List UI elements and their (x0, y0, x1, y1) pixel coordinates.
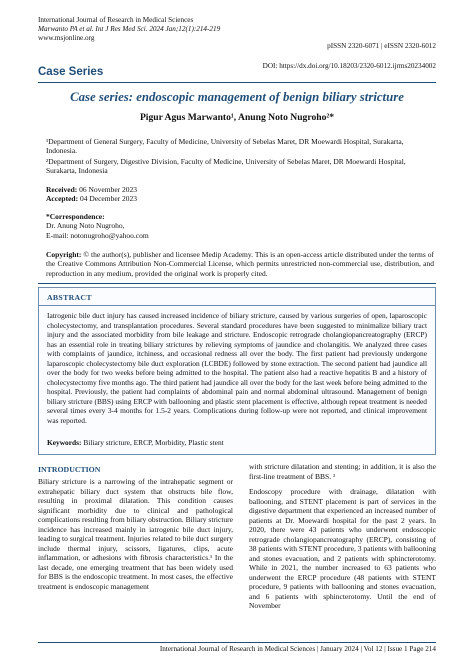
header-divider (38, 82, 436, 83)
authors: Pigur Agus Marwanto¹, Anung Noto Nugroho²* (139, 112, 335, 123)
left-column-text: Biliary stricture is a narrowing of the intrahepatic segment or extrahepatic biliary duct system that obstructs bile flow, resulting in proximal dilatation. This condition causes significant morbidity due to clinical and pathological complications resulting from biliary obstruction. Biliary stricture incidence has increased mainly in iatrogenic bile duct injury, leading to surgical treatment. Injuries related to bile duct surgery include thermal injury, scissors, ligatures, clips, acute inflammation, or adhesions with fibrosis characteristics.¹ In the last decade, one emerging treatment that has been widely used for BBS is the endoscopic treatment. In most cases, the effective treatment is endoscopic management (38, 477, 233, 591)
copyright-label: Copyright: (46, 250, 82, 259)
right-column (249, 462, 436, 617)
footer-divider (38, 642, 436, 643)
page-footer: International Journal of Research in Medical Sciences | January 2024 | Vol 12 | Issue 1 Page 214 (159, 645, 436, 653)
abstract-heading: ABSTRACT (47, 293, 92, 302)
affiliation-2: ²Department of Surgery, Digestive Division, Faculty of Medicine, University of Sebelas Maret, DR Moewardi Hospital, Surakarta, Indonesia (46, 156, 406, 175)
journal-header (38, 16, 220, 43)
introduction-heading: INTRODUCTION (38, 465, 101, 474)
keywords (47, 438, 224, 447)
abstract-text: Iatrogenic bile duct injury has caused increased incidence of biliary stricture, caused by various surgeries of open, laparoscopic cholecystectomy, and transplantation procedures. Several standard procedures have been suggested to minimalize biliary tract injury and the associated morbidity from bile leakage and stricture. Endoscopic retrograde cholangiopancreatography (ERCP) has an essential role in treating biliary strictures by relieving symptoms of jaundice and cholangitis. We analyzed three cases with complaints of jaundice, itchiness, and occasional redness all over the body. The first patient had previously undergone laparoscopic cholecystectomy bile duct exploration (LCBDE) followed by stone extraction. The second patient had jaundice all over the body for two weeks before being admitted to the hospital. The patient also had a reactive hepatitis B and a history of cholecystectomy five months ago. The third patient had jaundice all over the body for the last week before being admitted to the hospital. Previously, the patient had complaints of abdominal pain and normal abdominal ultrasound. Management of benign biliary stricture (BBS) using ERCP with ballooning and plastic stent placement is effective, although repeat treatment is needed several times every 3-4 months for 1.5-2 years. Complications during follow-up were not reported, and clinical improvement was reported. (47, 311, 427, 425)
received-label: Received: (46, 185, 78, 194)
doi-link[interactable]: DOI: https://dx.doi.org/10.18203/2320-6012.ijrms20234002 (262, 62, 436, 70)
correspondence-name: Dr. Anung Noto Nugroho, (46, 221, 125, 231)
copyright (46, 250, 434, 278)
section-label: Case Series (38, 66, 104, 78)
right-paragraph-1: with stricture dilatation and stenting; in addition, it is also the first-line treatment of BBS. ² (249, 462, 436, 481)
keywords-text: Biliary stricture, ERCP, Morbidity, Plastic stent (83, 438, 224, 447)
accepted-date: 04 December 2023 (79, 194, 138, 204)
website-link[interactable]: www.msjonline.org (38, 34, 95, 42)
abstract-divider (39, 305, 435, 306)
keywords-label: Keywords: (47, 438, 82, 447)
journal-name: International Journal of Research in Medical Sciences (38, 16, 194, 24)
correspondence-label: *Correspondence: (46, 212, 105, 221)
accepted-label: Accepted: (46, 194, 79, 204)
issn: pISSN 2320-6071 | eISSN 2320-6012 (327, 42, 436, 50)
affiliations (46, 137, 434, 176)
copyright-text: © the author(s), publisher and licensee Medip Academy. This is an open-access article distributed under the terms of the Creative Commons Attribution Non-Commercial License, which permits unrestricted non-commercial use, distribution, and reproduction in any medium, provided the original work is properly cited. (46, 250, 435, 278)
correspondence (46, 212, 149, 240)
right-paragraph-2: Endoscopy procedure with drainage, dilatation with ballooning, and STENT placement is part of services in the digestive department that experienced an increased number of patients at Dr. Moewardi hospital for the past 2 years. In 2020, there were 43 patients who underwent endoscopic retrograde cholangiopancreatography (ERCP), consisting of 38 patients with STENT procedure, 3 patients with ballooning and stones evacuation, and 2 patients with sphincterotomy. While in 2021, the number increased to 63 patients who underwent the ERCP procedure (48 patients with STENT procedure, 9 patients with ballooning and stones evacuation, and 6 patients with sphincterotomy. Until the end of November (249, 487, 436, 610)
abstract-box (38, 287, 436, 455)
article-title: Case series: endoscopic management of benign biliary stricture (70, 90, 404, 104)
received-date: 06 November 2023 (79, 185, 138, 194)
correspondence-email[interactable]: E-mail: notonugroho@yahoo.com (46, 230, 149, 240)
dates (46, 185, 137, 204)
citation: Marwanto PA et al. Int J Res Med Sci. 2024 Jan;12(1):214-219 (38, 25, 221, 33)
affiliation-1: ¹Department of General Surgery, Faculty of Medicine, University of Sebelas Maret, DR Moewardi Hospital, Surakarta, Indonesia. (46, 137, 404, 156)
abstract-top-divider (38, 283, 436, 284)
